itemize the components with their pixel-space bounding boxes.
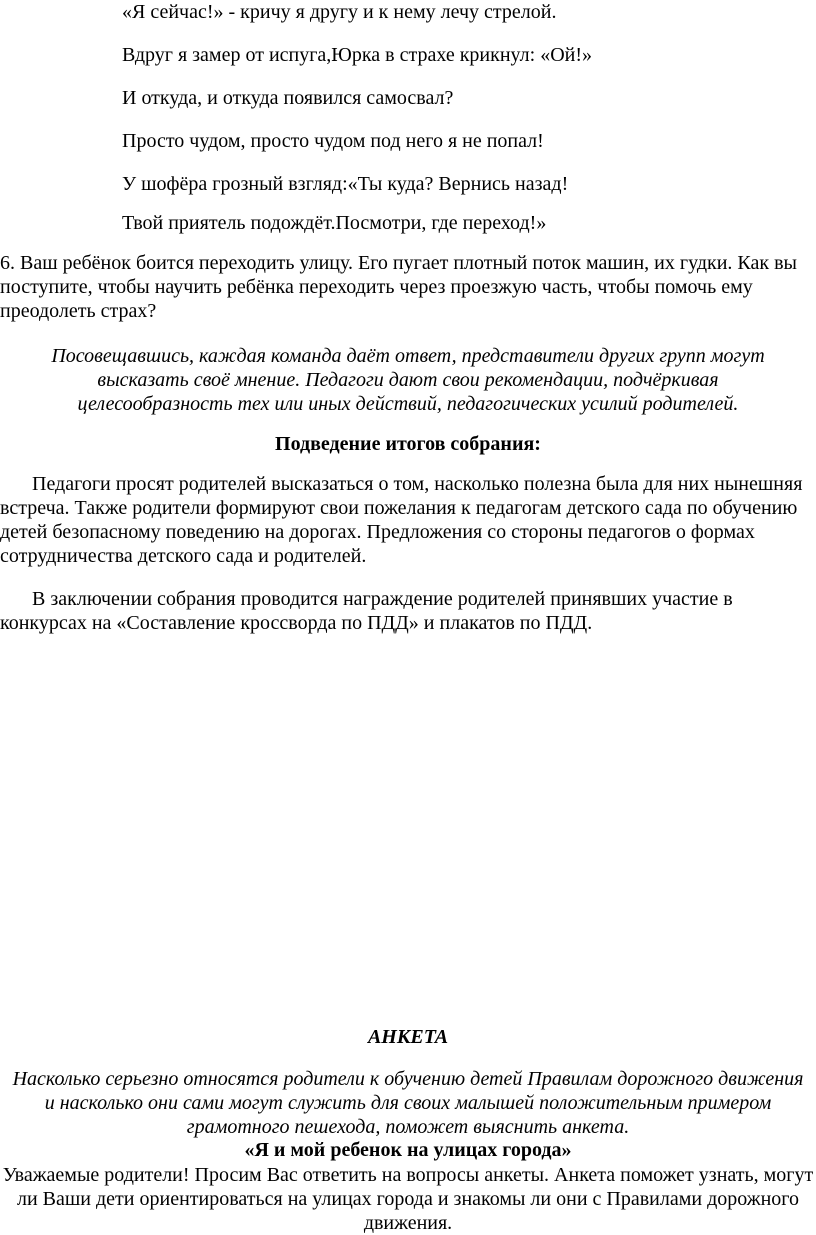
poem-line: Просто чудом, просто чудом под него я не попал! xyxy=(122,130,544,152)
summary-heading: Подведение итогов собрания: xyxy=(275,433,541,455)
anketa-greeting: Уважаемые родители! Просим Вас ответить на вопросы анкеты. Анкета поможет узнать, могут ли Ваши дети ориентироваться на улицах города и знакомы ли они с Правилами дорожного движения. xyxy=(2,1164,814,1234)
anketa-intro: Насколько серьезно относятся родители к обучению детей Правилам дорожного движения и насколько они сами могут служить для своих малышей положительным примером грамотного пешехода, поможет выяснить анкета. xyxy=(12,1068,804,1138)
poem-line: Вдруг я замер от испуга,Юрка в страхе крикнул: «Ой!» xyxy=(122,44,593,66)
anketa-subtitle: «Я и мой ребенок на улицах города» xyxy=(244,1139,572,1161)
question-6: 6. Ваш ребёнок боится переходить улицу. Его пугает плотный поток машин, их гудки. Как вы поступите, чтобы научить ребёнка переходить через проезжую часть, чтобы помочь ему преодолеть страх? xyxy=(0,252,797,322)
poem-line: И откуда, и откуда появился самосвал? xyxy=(122,87,454,109)
instruction-text: Посовещавшись, каждая команда даёт ответ, представители других групп могут высказать своё мнение. Педагоги дают свои рекомендации, подчёркивая целесообразность тех или иных действий, педагогических усилий родителей. xyxy=(51,345,765,415)
poem-line: У шофёра грозный взгляд:«Ты куда? Вернись назад! xyxy=(122,173,569,195)
poem-line: «Я сейчас!» - кричу я другу и к нему лечу стрелой. xyxy=(122,1,557,23)
summary-paragraph-1: Педагоги просят родителей высказаться о том, насколько полезна была для них нынешняя встреча. Также родители формируют свои пожелания к педагогам детского сада по обучению детей безопасному поведению на дорогах. Предложения со стороны педагогов о формах сотрудничества детского сада и родителей. xyxy=(0,473,803,567)
anketa-title: АНКЕТА xyxy=(367,1026,449,1048)
poem-line: Твой приятель подождёт.Посмотри, где переход!» xyxy=(122,212,547,234)
summary-paragraph-2: В заключении собрания проводится награждение родителей принявших участие в конкурсах на «Составление кроссворда по ПДД» и плакатов по ПДД. xyxy=(0,588,733,634)
